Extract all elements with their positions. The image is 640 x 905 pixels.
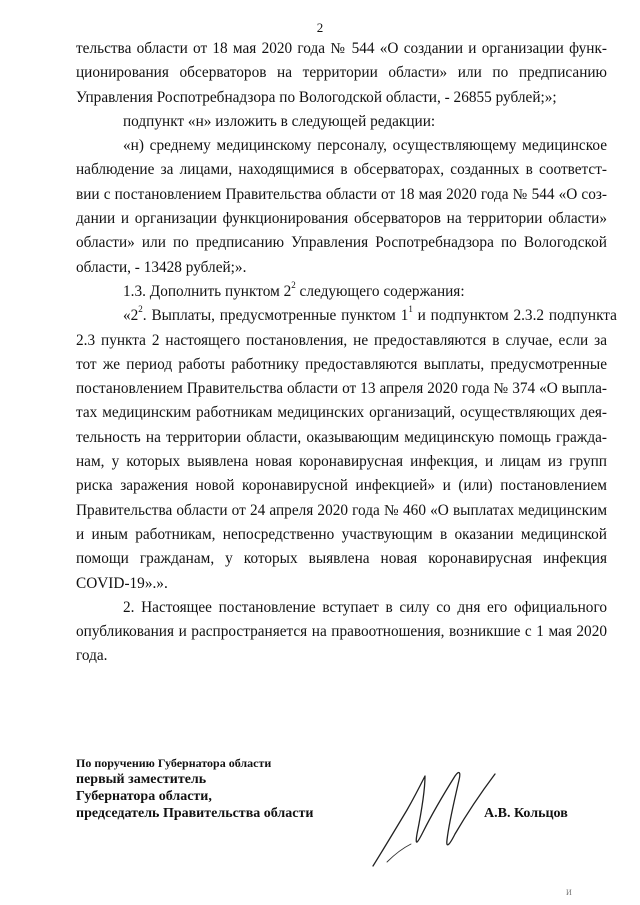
signatory-name: А.В. Кольцов xyxy=(484,806,568,821)
text-line: вии с постановлением Правительства области от 18 мая 2020 года № 544 «О соз- xyxy=(76,185,607,203)
document-body xyxy=(76,37,617,669)
text-line: Правительства области от 24 апреля 2020 года № 460 «О выплатах медицинским xyxy=(76,501,607,519)
text-line: помощи гражданам, у которых выявлена новая коронавирусная инфекция xyxy=(76,550,607,568)
superscript: 2 xyxy=(291,279,296,290)
text-line: области» или по предписанию Управления Роспотребнадзора по Вологодской xyxy=(76,234,607,252)
text-line: года. xyxy=(76,647,108,665)
signatory-position-line: первый заместитель xyxy=(76,772,207,787)
signature-authority-note: По поручению Губернатора области xyxy=(76,756,272,770)
text-line: ционирования обсерваторов на территории области» или по предписанию xyxy=(76,64,607,82)
text-line xyxy=(76,304,617,328)
text-fragment: и подпунктом 2.3.2 подпункта xyxy=(412,307,617,325)
text-line: тельства области от 18 мая 2020 года № 544 «О создании и организации функ- xyxy=(76,40,607,57)
handwritten-signature xyxy=(365,762,515,872)
footer-mark: И xyxy=(566,888,572,897)
text-line: тах медицинским работникам медицинских организаций, осуществляющих дея- xyxy=(76,404,607,422)
superscript: 1 xyxy=(408,304,413,315)
superscript: 2 xyxy=(138,304,143,315)
text-line: дании и организации функционирования обсерваторов на территории области» xyxy=(76,210,607,228)
page-number: 2 xyxy=(316,20,324,35)
text-line: риска заражения новой коронавирусной инфекцией» и (или) постановлением xyxy=(76,477,607,495)
text-line: и иным работникам, непосредственно участвующим в оказании медицинской xyxy=(76,525,607,543)
text-line: наблюдение за лицами, находящимися в обсерваторах, созданных в соответст- xyxy=(76,161,607,179)
signatory-position-line: председатель Правительства области xyxy=(76,806,314,821)
text-fragment: 1.3. Дополнить пунктом 2 xyxy=(123,282,292,300)
text-line: Управления Роспотребнадзора по Вологодской области, - 26855 рублей;»; xyxy=(76,88,557,106)
text-line: опубликования и распространяется на правоотношения, возникшие с 1 мая 2020 xyxy=(76,623,607,641)
text-line: подпункт «н» изложить в следующей редакции: xyxy=(123,112,436,130)
text-line: 2. Настоящее постановление вступает в силу со дня его официального xyxy=(123,598,607,616)
text-line: постановлением Правительства области от 13 апреля 2020 года № 374 «О выпла- xyxy=(76,380,607,398)
signatory-position-line: Губернатора области, xyxy=(76,789,212,804)
text-line: «н) среднему медицинскому персоналу, осуществляющему медицинское xyxy=(123,137,607,155)
text-line: тельность на территории области, оказывающим медицинскую помощь гражда- xyxy=(76,428,607,446)
text-line: 2.3 пункта 2 настоящего постановления, не предоставляются в случае, если за xyxy=(76,331,607,349)
text-fragment: . Выплаты, предусмотренные пунктом 1 xyxy=(142,307,409,325)
text-line: области, - 13428 рублей;». xyxy=(76,258,247,276)
text-line: нам, у которых выявлена новая коронавирусная инфекция, и лицам из групп xyxy=(76,453,607,471)
text-fragment: следующего содержания: xyxy=(295,282,465,300)
text-line: COVID-19».». xyxy=(76,574,168,592)
text-line xyxy=(76,280,607,304)
text-fragment: «2 xyxy=(123,307,139,325)
text-line: тот же период работы работнику предоставляются выплаты, предусмотренные xyxy=(76,355,607,373)
